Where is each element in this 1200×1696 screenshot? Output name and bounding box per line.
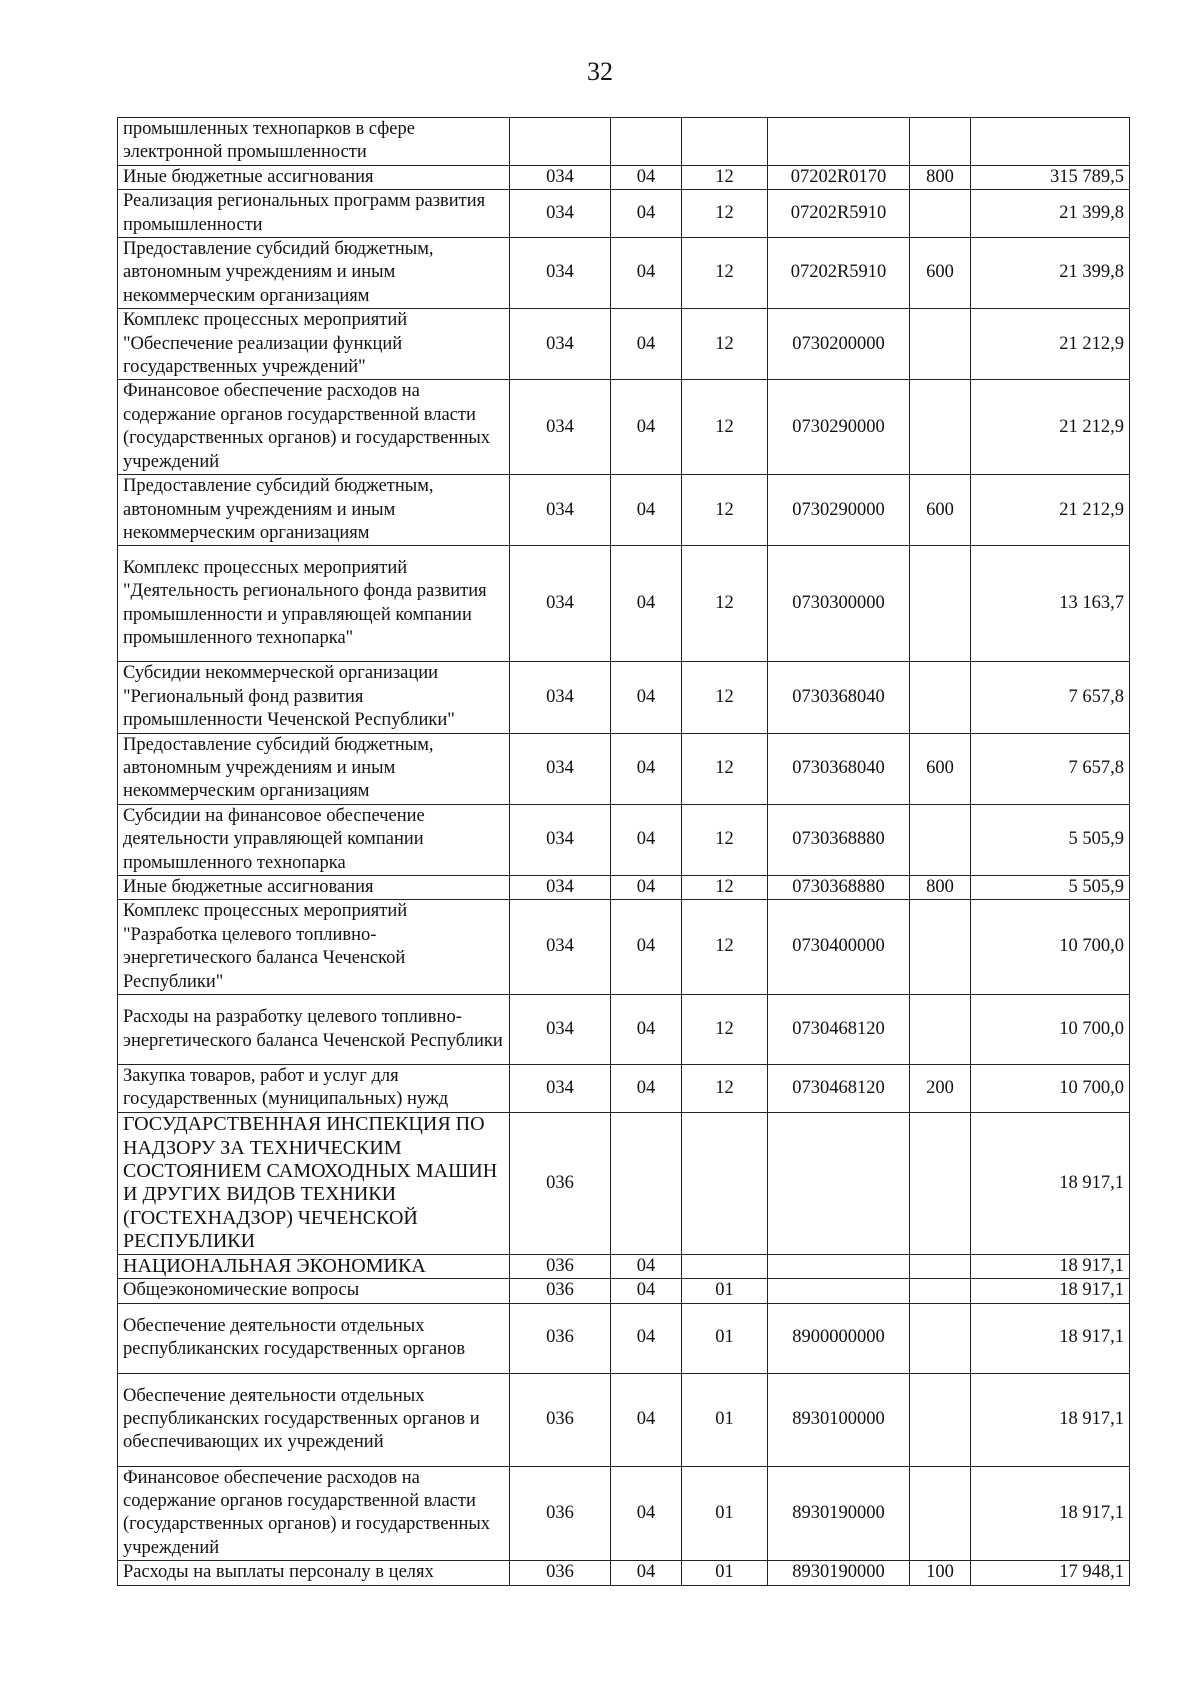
section-code [611, 118, 682, 166]
grbs-code: 034 [510, 475, 611, 546]
target-article-code [768, 1279, 910, 1303]
budget-table [117, 117, 1130, 1586]
expense-type-code: 100 [910, 1561, 971, 1585]
target-article-code: 0730200000 [768, 309, 910, 380]
grbs-code: 034 [510, 875, 611, 899]
target-article-code: 07202R0170 [768, 165, 910, 189]
row-name: Иные бюджетные ассигнования [118, 875, 510, 899]
row-name: Реализация региональных программ развития промышленности [118, 190, 510, 238]
grbs-code: 036 [510, 1561, 611, 1585]
expense-type-code: 600 [910, 733, 971, 804]
subsection-code: 01 [682, 1303, 768, 1373]
grbs-code [510, 118, 611, 166]
amount: 7 657,8 [971, 733, 1130, 804]
amount: 21 399,8 [971, 190, 1130, 238]
section-code: 04 [611, 1065, 682, 1113]
row-name: Расходы на разработку целевого топливно-энергетического баланса Чеченской Республики [118, 995, 510, 1065]
grbs-code: 034 [510, 662, 611, 733]
target-article-code: 0730290000 [768, 475, 910, 546]
target-article-code: 07202R5910 [768, 238, 910, 309]
expense-type-code [910, 118, 971, 166]
grbs-code: 034 [510, 380, 611, 475]
section-code: 04 [611, 1279, 682, 1303]
table-row [118, 380, 1130, 475]
amount [971, 118, 1130, 166]
subsection-code: 12 [682, 875, 768, 899]
section-code: 04 [611, 309, 682, 380]
table-row [118, 1303, 1130, 1373]
section-code: 04 [611, 1466, 682, 1561]
expense-type-code: 200 [910, 1065, 971, 1113]
section-code: 04 [611, 475, 682, 546]
amount: 18 917,1 [971, 1373, 1130, 1466]
table-row [118, 1112, 1130, 1254]
grbs-code: 034 [510, 804, 611, 875]
table-row [118, 1466, 1130, 1561]
grbs-code: 034 [510, 165, 611, 189]
grbs-code: 034 [510, 1065, 611, 1113]
subsection-code [682, 118, 768, 166]
section-code: 04 [611, 900, 682, 995]
amount: 21 212,9 [971, 380, 1130, 475]
section-code: 04 [611, 238, 682, 309]
section-code: 04 [611, 995, 682, 1065]
row-name: НАЦИОНАЛЬНАЯ ЭКОНОМИКА [118, 1254, 510, 1278]
row-name: промышленных технопарков в сфере электронной промышленности [118, 118, 510, 166]
grbs-code: 034 [510, 733, 611, 804]
target-article-code: 8900000000 [768, 1303, 910, 1373]
amount: 21 212,9 [971, 309, 1130, 380]
subsection-code: 12 [682, 995, 768, 1065]
subsection-code: 12 [682, 475, 768, 546]
table-row [118, 1561, 1130, 1585]
page-number: 32 [587, 57, 613, 86]
row-name: Расходы на выплаты персоналу в целях [118, 1561, 510, 1585]
subsection-code: 12 [682, 1065, 768, 1113]
table-row [118, 1254, 1130, 1278]
section-code: 04 [611, 190, 682, 238]
subsection-code: 12 [682, 546, 768, 662]
subsection-code: 12 [682, 900, 768, 995]
expense-type-code [910, 190, 971, 238]
target-article-code: 07202R5910 [768, 190, 910, 238]
section-code: 04 [611, 1373, 682, 1466]
table-row [118, 733, 1130, 804]
amount: 315 789,5 [971, 165, 1130, 189]
subsection-code [682, 1112, 768, 1254]
grbs-code: 034 [510, 995, 611, 1065]
subsection-code: 12 [682, 804, 768, 875]
expense-type-code [910, 1373, 971, 1466]
amount: 18 917,1 [971, 1112, 1130, 1254]
target-article-code: 0730468120 [768, 1065, 910, 1113]
target-article-code [768, 1254, 910, 1278]
row-name: Комплекс процессных мероприятий "Разработка целевого топливно-энергетического баланса Чеченской Республики" [118, 900, 510, 995]
table-row [118, 1065, 1130, 1113]
row-name: Финансовое обеспечение расходов на содержание органов государственной власти (государственных органов) и государственных учреждений [118, 1466, 510, 1561]
grbs-code: 034 [510, 190, 611, 238]
subsection-code: 12 [682, 733, 768, 804]
row-name: ГОСУДАРСТВЕННАЯ ИНСПЕКЦИЯ ПО НАДЗОРУ ЗА ТЕХНИЧЕСКИМ СОСТОЯНИЕМ САМОХОДНЫХ МАШИН И ДРУГИХ ВИДОВ ТЕХНИКИ (ГОСТЕХНАДЗОР) ЧЕЧЕНСКОЙ РЕСПУБЛИКИ [118, 1112, 510, 1254]
expense-type-code [910, 1112, 971, 1254]
table-row [118, 238, 1130, 309]
section-code [611, 1112, 682, 1254]
amount: 21 212,9 [971, 475, 1130, 546]
amount: 18 917,1 [971, 1254, 1130, 1278]
subsection-code: 01 [682, 1466, 768, 1561]
row-name: Субсидии на финансовое обеспечение деятельности управляющей компании промышленного технопарка [118, 804, 510, 875]
grbs-code: 036 [510, 1466, 611, 1561]
target-article-code [768, 118, 910, 166]
expense-type-code [910, 995, 971, 1065]
target-article-code: 0730400000 [768, 900, 910, 995]
table-row [118, 309, 1130, 380]
amount: 13 163,7 [971, 546, 1130, 662]
expense-type-code [910, 309, 971, 380]
row-name: Закупка товаров, работ и услуг для государственных (муниципальных) нужд [118, 1065, 510, 1113]
expense-type-code: 600 [910, 475, 971, 546]
grbs-code: 034 [510, 238, 611, 309]
subsection-code: 12 [682, 309, 768, 380]
expense-type-code [910, 900, 971, 995]
row-name: Субсидии некоммерческой организации "Региональный фонд развития промышленности Чеченской Республики" [118, 662, 510, 733]
amount: 18 917,1 [971, 1466, 1130, 1561]
target-article-code: 0730368880 [768, 804, 910, 875]
subsection-code: 12 [682, 238, 768, 309]
amount: 5 505,9 [971, 875, 1130, 899]
expense-type-code: 800 [910, 165, 971, 189]
grbs-code: 034 [510, 546, 611, 662]
section-code: 04 [611, 1303, 682, 1373]
subsection-code: 01 [682, 1279, 768, 1303]
target-article-code: 0730368040 [768, 662, 910, 733]
subsection-code: 12 [682, 662, 768, 733]
section-code: 04 [611, 546, 682, 662]
target-article-code: 8930190000 [768, 1466, 910, 1561]
subsection-code: 12 [682, 190, 768, 238]
target-article-code: 0730468120 [768, 995, 910, 1065]
row-name: Обеспечение деятельности отдельных республиканских государственных органов и обеспечивающих их учреждений [118, 1373, 510, 1466]
subsection-code: 12 [682, 165, 768, 189]
expense-type-code [910, 1466, 971, 1561]
amount: 17 948,1 [971, 1561, 1130, 1585]
amount: 5 505,9 [971, 804, 1130, 875]
grbs-code: 036 [510, 1254, 611, 1278]
amount: 10 700,0 [971, 995, 1130, 1065]
section-code: 04 [611, 804, 682, 875]
subsection-code [682, 1254, 768, 1278]
row-name: Предоставление субсидий бюджетным, автономным учреждениям и иным некоммерческим организациям [118, 238, 510, 309]
section-code: 04 [611, 165, 682, 189]
table-row [118, 875, 1130, 899]
amount: 21 399,8 [971, 238, 1130, 309]
row-name: Предоставление субсидий бюджетным, автономным учреждениям и иным некоммерческим организациям [118, 733, 510, 804]
subsection-code: 01 [682, 1373, 768, 1466]
target-article-code: 0730368040 [768, 733, 910, 804]
amount: 10 700,0 [971, 900, 1130, 995]
budget-table-body [118, 118, 1130, 1586]
target-article-code: 0730300000 [768, 546, 910, 662]
section-code: 04 [611, 1561, 682, 1585]
amount: 7 657,8 [971, 662, 1130, 733]
section-code: 04 [611, 662, 682, 733]
table-row [118, 165, 1130, 189]
grbs-code: 036 [510, 1279, 611, 1303]
amount: 18 917,1 [971, 1279, 1130, 1303]
subsection-code: 01 [682, 1561, 768, 1585]
target-article-code: 8930190000 [768, 1561, 910, 1585]
table-row [118, 995, 1130, 1065]
expense-type-code [910, 804, 971, 875]
section-code: 04 [611, 1254, 682, 1278]
row-name: Обеспечение деятельности отдельных республиканских государственных органов [118, 1303, 510, 1373]
row-name: Комплекс процессных мероприятий "Обеспечение реализации функций государственных учреждений" [118, 309, 510, 380]
target-article-code: 8930100000 [768, 1373, 910, 1466]
grbs-code: 034 [510, 309, 611, 380]
section-code: 04 [611, 875, 682, 899]
section-code: 04 [611, 733, 682, 804]
row-name: Финансовое обеспечение расходов на содержание органов государственной власти (государственных органов) и государственных учреждений [118, 380, 510, 475]
expense-type-code: 800 [910, 875, 971, 899]
grbs-code: 034 [510, 900, 611, 995]
row-name: Предоставление субсидий бюджетным, автономным учреждениям и иным некоммерческим организациям [118, 475, 510, 546]
target-article-code: 0730290000 [768, 380, 910, 475]
table-row [118, 662, 1130, 733]
grbs-code: 036 [510, 1373, 611, 1466]
expense-type-code [910, 1254, 971, 1278]
table-row [118, 1373, 1130, 1466]
target-article-code: 0730368880 [768, 875, 910, 899]
subsection-code: 12 [682, 380, 768, 475]
section-code: 04 [611, 380, 682, 475]
table-row [118, 546, 1130, 662]
target-article-code [768, 1112, 910, 1254]
row-name: Комплекс процессных мероприятий "Деятельность регионального фонда развития промышленности и управляющей компании промышленного технопарка" [118, 546, 510, 662]
expense-type-code [910, 546, 971, 662]
row-name: Иные бюджетные ассигнования [118, 165, 510, 189]
expense-type-code: 600 [910, 238, 971, 309]
table-row [118, 1279, 1130, 1303]
expense-type-code [910, 662, 971, 733]
table-row [118, 190, 1130, 238]
expense-type-code [910, 1279, 971, 1303]
amount: 18 917,1 [971, 1303, 1130, 1373]
table-row [118, 900, 1130, 995]
table-row [118, 118, 1130, 166]
expense-type-code [910, 1303, 971, 1373]
grbs-code: 036 [510, 1112, 611, 1254]
row-name: Общеэкономические вопросы [118, 1279, 510, 1303]
grbs-code: 036 [510, 1303, 611, 1373]
table-row [118, 475, 1130, 546]
table-row [118, 804, 1130, 875]
expense-type-code [910, 380, 971, 475]
amount: 10 700,0 [971, 1065, 1130, 1113]
